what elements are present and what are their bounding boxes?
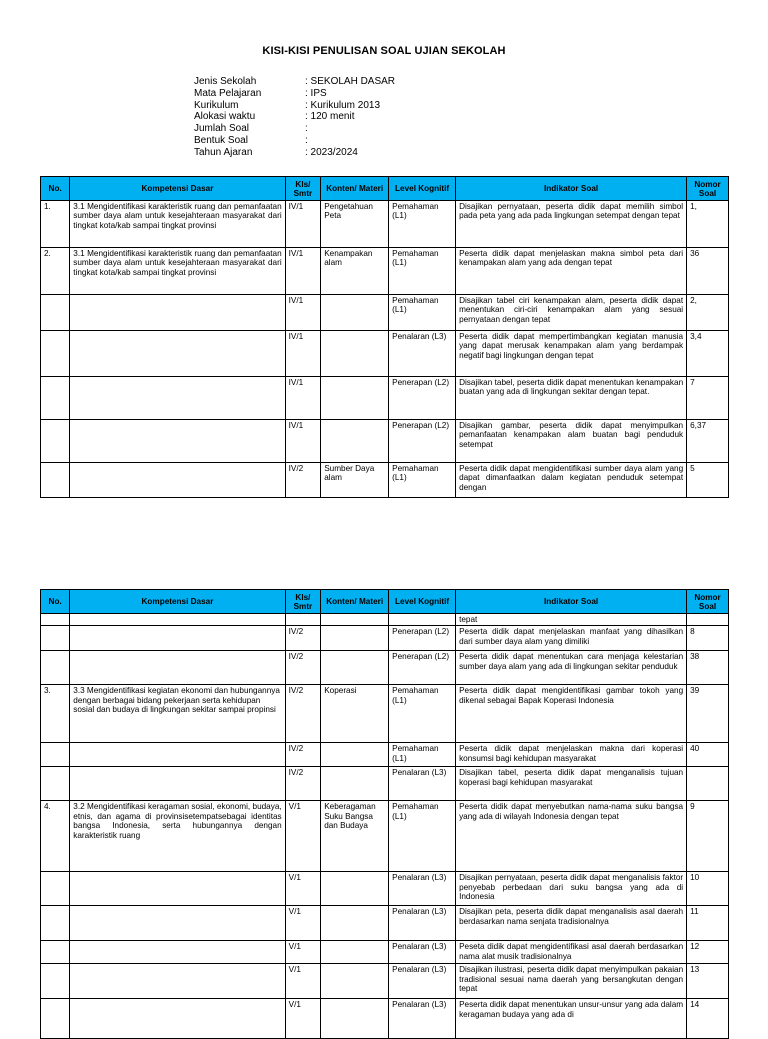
header-no: No.: [41, 177, 70, 201]
table-row: 4. 3.2 Mengidentifikasi keragaman sosial, ekonomi, budaya, etnis, dan agama di provinsisetempatsebagai identitas bangsa Indonesia, serta hubungannya dengan karakteristik ruang V/1 Keberagaman Suku Bangsa dan Budaya Pemahaman (L1) Peserta didik dapat menyebutkan nama-nama suku bangsa yang ada di wilayah Indonesia dengan tepat 9: [41, 801, 729, 872]
table-row: IV/2 Sumber Daya alam Pemahaman (L1) Peserta didik dapat mengidentifikasi sumber daya alam yang dapat dimanfaatkan dalam kegiatan penduduk setempat dengan 5: [41, 463, 729, 498]
table-row: V/1 Penalaran (L3) Disajikan ilustrasi, peserta didik dapat menyimpulkan pakaian tradisional sesuai nama daerah yang bersangkutan dengan tepat 13: [41, 964, 729, 999]
table-header-row: [41, 590, 729, 614]
table-row: tepat: [41, 614, 729, 626]
header-kompetensi-dasar: Kompetensi Dasar: [70, 590, 285, 614]
table-row: IV/2 Penerapan (L2) Peserta didik dapat menentukan cara menjaga kelestarian sumber daya alam yang ada di lingkungan sekitar penduduk 38: [41, 651, 729, 685]
table-row: V/1 Penalaran (L3) Peseta didik dapat mengidentifikasi asal daerah berdasarkan nama alat musik tradisionalnya 12: [41, 941, 729, 964]
document-meta: [194, 76, 395, 159]
meta-jenis-sekolah: Jenis Sekolah : SEKOLAH DASAR: [194, 76, 396, 87]
meta-tahun-ajaran: Tahun Ajaran : 2023/2024: [194, 146, 358, 158]
meta-kurikulum: Kurikulum : Kurikulum 2013: [194, 99, 381, 111]
document-title: KISI-KISI PENULISAN SOAL UJIAN SEKOLAH: [262, 45, 506, 57]
table-header-row: [41, 177, 729, 201]
table-row: V/1 Penalaran (L3) Peserta didik dapat menentukan unsur-unsur yang ada dalam keragaman budaya yang ada di 14: [41, 999, 729, 1039]
table-row: IV/2 Penerapan (L2) Peserta didik dapat menjelaskan manfaat yang dihasilkan dari sumber daya alam yang dimiliki 8: [41, 626, 729, 651]
header-no: No.: [41, 590, 70, 614]
table-row: IV/1 Penalaran (L3) Peserta didik dapat mempertimbangkan kegiatan manusia yang dapat merusak kenampakan alam yang berdampak negatif bagi lingkungan dengan tepat 3,4: [41, 331, 729, 377]
table-row: V/1 Penalaran (L3) Disajikan pernyataan, peserta didik dapat menganalisis faktor penyebab perbedaan dari suku bangsa yang ada di Indonesia 10: [41, 872, 729, 906]
header-indikator-soal: Indikator Soal: [456, 590, 687, 614]
header-level-kognitif: Level Kognitif: [389, 590, 456, 614]
header-nomor-soal: Nomor Soal: [687, 177, 729, 201]
table-row: 2. 3.1 Mengidentifikasi karakteristik ruang dan pemanfaatan sumber daya alam untuk kesejahteraan masyarakat dari tingkat kota/kab sampai tingkat provinsi IV/1 Kenampakan alam Pemahaman (L1) Peserta didik dapat menjelaskan makna simbol peta dari kenampakan alam yang ada dengan tepat 36: [41, 248, 729, 295]
meta-bentuk-soal: Bentuk Soal :: [194, 134, 308, 146]
header-nomor-soal: Nomor Soal: [687, 590, 729, 614]
header-level-kognitif: Level Kognitif: [389, 177, 456, 201]
table-row: IV/1 Penerapan (L2) Disajikan tabel, peserta didik dapat menentukan kenampakan buatan yang ada di lingkungan sekitar dengan tepat. 7: [41, 377, 729, 420]
header-indikator-soal: Indikator Soal: [456, 177, 687, 201]
kisi-table-page-1: [40, 176, 729, 498]
table-row: V/1 Penalaran (L3) Disajikan peta, peserta didik dapat menganalisis asal daerah berdasarkan nama senjata tradisionalnya 11: [41, 906, 729, 941]
meta-mata-pelajaran: Mata Pelajaran : IPS: [194, 87, 327, 99]
kisi-table-page-2: [40, 589, 729, 1039]
meta-alokasi-waktu: Alokasi waktu : 120 menit: [194, 111, 355, 123]
header-kompetensi-dasar: Kompetensi Dasar: [70, 177, 285, 201]
table-row: IV/2 Penalaran (L3) Disajikan tabel, peserta didik dapat menganalisis tujuan koperasi bagi kehidupan masyarakat: [41, 767, 729, 801]
header-kls-smtr: Kls/ Smtr: [285, 590, 321, 614]
table-row: 1. 3.1 Mengidentifikasi karakteristik ruang dan pemanfaatan sumber daya alam untuk kesejahteraan masyarakat dari tingkat kota/kab sampai tingkat provinsi IV/1 Pengetahuan Peta Pemahaman (L1) Disajikan pernyataan, peserta didik dapat memilih simbol pada peta yang ada pada lingkungan setempat dengan tepat 1,: [41, 201, 729, 248]
table-row: IV/1 Pemahaman (L1) Disajikan tabel ciri kenampakan alam, peserta didik dapat menentukan ciri-ciri kenampakan alam yang sesuai pernyataan dengan tepat 2,: [41, 295, 729, 331]
table-row: IV/1 Penerapan (L2) Disajikan gambar, peserta didik dapat menyimpulkan pemanfaatan kenampakan alam buatan bagi penduduk setempat 6,37: [41, 420, 729, 463]
meta-jumlah-soal: Jumlah Soal :: [194, 123, 308, 135]
header-kls-smtr: Kls/ Smtr: [285, 177, 321, 201]
table-row: 3. 3.3 Mengidentifikasi kegiatan ekonomi dan hubungannya dengan berbagai bidang pekerjaan serta kehidupan sosial dan budaya di lingkungan sekitar sampai propinsi IV/2 Koperasi Pemahaman (L1) Peserta didik dapat mengidentifikasi gambar tokoh yang dikenal sebagai Bapak Koperasi Indonesia 39: [41, 685, 729, 743]
header-konten-materi: Konten/ Materi: [321, 590, 389, 614]
table-row: IV/2 Pemahaman (L1) Peserta didik dapat menjelaskan makna dari koperasi konsumsi bagi kehidupan masyarakat 40: [41, 743, 729, 767]
header-konten-materi: Konten/ Materi: [321, 177, 389, 201]
